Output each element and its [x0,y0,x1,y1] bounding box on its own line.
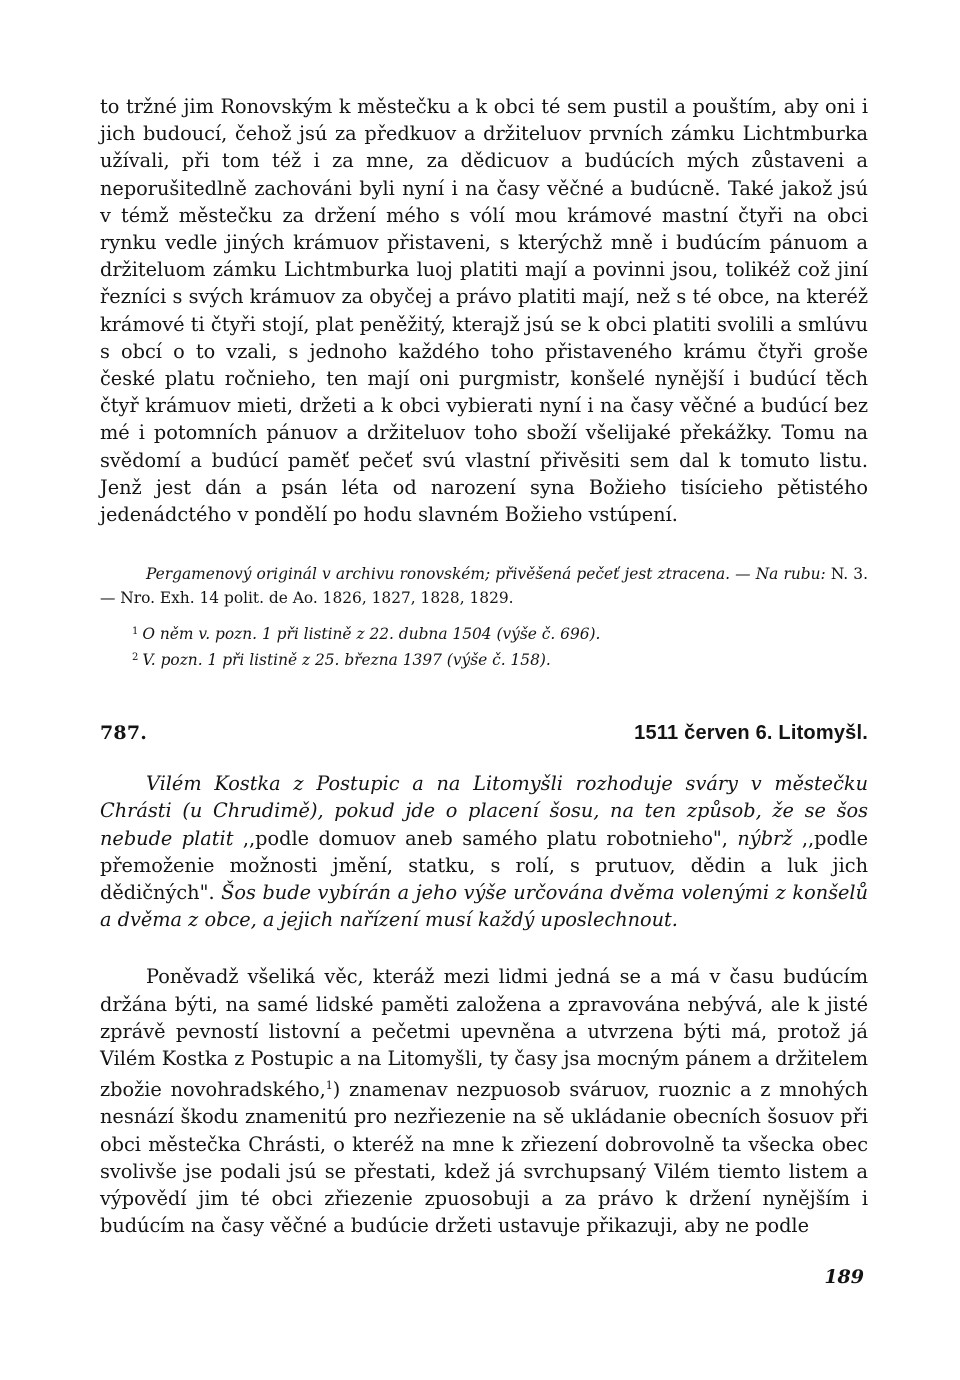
summary-part-d: ,,podle přemoženie možnosti jmění, statku, s rolí, s prutuov, dědin a luk jich dědičných". [100,826,868,905]
footnote-2-text: V. pozn. 1 při listině z 25. března 1397 (výše č. 158). [142,651,551,670]
summary-part-c: nýbrž [737,826,793,850]
summary-part-a: Vilém Kostka z Postupic a na Litomyšli rozhoduje sváry v městečku Chrásti (u Chrudimě), pokud jde o placení šosu, na ten způsob, že se šos nebude platit [100,772,868,850]
footnotes [100,620,868,672]
entry-date-place: 1511 červen 6. Litomyšl. [634,722,868,745]
source-note-plain: N. 3. — Nro. Exh. 14 polit. de Ao. 1826, 1827, 1828, 1829. [100,565,868,608]
body-footnote-mark: 1 [325,1079,333,1093]
continuation-paragraph: to tržné jim Ronovským k městečku a k obci té sem pustil a pouštím, aby oni i jich budoucí, čehož jsú za předkuov a držiteluov prvních zámku Lichtmburka užívali, při tom též i za mne, za dědicuov a budúcích mých zůstaveni a neporušitedlně zachováni byli nyní i na časy věčné a budúcně. Také jakož jsú v témž městečku za držení mého s vólí mou krámové mastní čtyři na obci rynku vedle jiných krámuov přistaveni, s kterýchž mně i budúcím pánuom a držiteluom zámku Lichtmburka luoj platiti mají a povinni jsou, tolikéž což jiní řezníci s svých krámuov za obyčej a právo platiti mají, než s té obce, na kteréž krámové ti čtyři stojí, plat peněžitý, kterajž jsú se k obci platiti svolili a smlúvu s obcí o to vzali, s jednoho každého toho přistaveného krámu čtyři groše české platu ročnieho, ten mají oni purgmistr, konšelé nynější i budúcí těch čtyř krámuov mieti, držeti a k obci vybierati nyní i na časy věčné a budúcí bez mé i potomních pánuov a držiteluov toho sboží všelijaké překážky. Tomu na svědomí a budúcí paměť pečeť svú vlastní přivěsiti sem dal k tomuto listu. Jenž jest dán a psán léta od narození syna Božieho tisícieho pětistého jedenádctého v pondělí po hodu slavném Božieho vstúpení. [100,95,868,527]
entry-number: 787. [100,722,148,745]
summary-part-b: ,,podle domuov aneb samého platu robotnieho", [233,826,738,850]
footnote-1-mark: 1 [132,626,139,638]
summary-part-e: Šos bude vybírán a jeho výše určována dvěma volenými z konšelů a dvěma z obce, a jejich nařízení musí každý uposlechnout. [100,881,868,932]
entry-summary [100,770,868,933]
footnote-2 [132,646,868,672]
entry-heading [100,718,868,748]
footnote-1 [132,620,868,646]
body-part-a: Poněvadž všeliká věc, kteráž mezi lidmi jedná se a má v času budúcím držána býti, na samé lidské paměti založena a zpravována nebývá, ale k jisté zprávě pevností listovní a pečetmi upevněna a utvrzena býti má, protož já Vilém Kostka z Postupic a na Litomyšli, ty časy jsa mocným pánem a držitelem zbožie novohradského, [100,965,868,1102]
source-note [100,562,868,610]
footnote-2-mark: 2 [132,652,139,664]
source-note-italic: Pergamenový originál v archivu ronovském; přivěšená pečeť jest ztracena. — Na rubu: [146,565,826,584]
body-part-b: ) znamenav nezpuosob sváruov, ruoznic a z mnohých nesnází škodu znamenitú pro nezřiezenie na sě ukládanie obecních šosuov při obci městečka Chrásti, o kteréž na mne k zřiezení dobrovolně ta všecka obec svolivše jse podali jsú se přestati, kdež já svrchupsaný Vilém tiemto listem a výpovědí jim té obci zřiezenie zpuosobuji a za právo k držení nynějším i budúcím na časy věčné a budúcie držeti ustavuje přikazuji, aby ne podle [100,1078,868,1238]
footnote-1-text: O něm v. pozn. 1 při listině z 22. dubna 1504 (výše č. 696). [142,625,601,644]
entry-body [100,963,868,1239]
page-number: 189 [824,1266,864,1288]
page-content [100,93,868,1240]
